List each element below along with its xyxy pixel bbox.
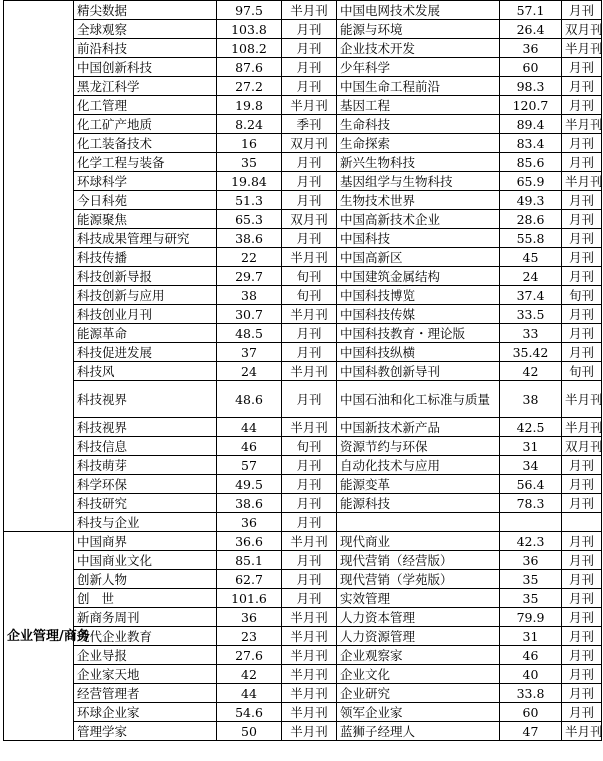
frequency-cell: 季刊 — [282, 115, 337, 134]
price-cell: 16 — [217, 134, 282, 153]
price-cell: 44 — [217, 684, 282, 703]
price-cell: 42 — [500, 362, 562, 381]
price-cell: 49.3 — [500, 191, 562, 210]
frequency-cell: 月刊 — [562, 589, 602, 608]
price-cell: 55.8 — [500, 229, 562, 248]
price-cell: 35.42 — [500, 343, 562, 362]
price-cell: 24 — [217, 362, 282, 381]
frequency-cell: 月刊 — [562, 267, 602, 286]
frequency-cell: 月刊 — [282, 513, 337, 532]
table-row — [4, 77, 602, 96]
journal-name-cell: 科技视界 — [74, 418, 217, 437]
price-cell: 8.24 — [217, 115, 282, 134]
price-cell: 19.8 — [217, 96, 282, 115]
journal-name-cell: 中国建筑金属结构 — [337, 267, 500, 286]
journal-name-cell: 中国商业文化 — [74, 551, 217, 570]
journal-name-cell: 经营管理者 — [74, 684, 217, 703]
price-cell: 22 — [217, 248, 282, 267]
frequency-cell: 半月刊 — [282, 96, 337, 115]
price-cell: 36.6 — [217, 532, 282, 551]
frequency-cell: 月刊 — [282, 456, 337, 475]
journal-name-cell: 人力资源管理 — [337, 627, 500, 646]
journal-name-cell: 科技信息 — [74, 437, 217, 456]
price-cell: 101.6 — [217, 589, 282, 608]
frequency-cell: 半月刊 — [282, 646, 337, 665]
frequency-cell: 月刊 — [562, 134, 602, 153]
journal-name-cell: 能源变革 — [337, 475, 500, 494]
frequency-cell: 月刊 — [282, 77, 337, 96]
table-row — [4, 646, 602, 665]
price-cell: 48.6 — [217, 381, 282, 418]
price-cell: 38 — [500, 381, 562, 418]
frequency-cell: 半月刊 — [282, 722, 337, 741]
price-cell: 85.1 — [217, 551, 282, 570]
journal-name-cell: 企业观察家 — [337, 646, 500, 665]
price-cell: 27.6 — [217, 646, 282, 665]
price-cell: 44 — [217, 418, 282, 437]
table-row — [4, 305, 602, 324]
frequency-cell: 半月刊 — [562, 115, 602, 134]
frequency-cell: 月刊 — [282, 39, 337, 58]
price-cell: 54.6 — [217, 703, 282, 722]
frequency-cell: 半月刊 — [562, 172, 602, 191]
journal-name-cell: 全球观察 — [74, 20, 217, 39]
journal-name-cell: 科技创业月刊 — [74, 305, 217, 324]
frequency-cell: 月刊 — [282, 551, 337, 570]
frequency-cell: 双月刊 — [282, 134, 337, 153]
price-cell: 51.3 — [217, 191, 282, 210]
price-cell: 40 — [500, 665, 562, 684]
price-cell: 38.6 — [217, 229, 282, 248]
frequency-cell: 双月刊 — [282, 210, 337, 229]
price-cell: 98.3 — [500, 77, 562, 96]
price-cell: 33 — [500, 324, 562, 343]
table-row — [4, 229, 602, 248]
table-row — [4, 665, 602, 684]
table-row — [4, 343, 602, 362]
price-cell: 33.5 — [500, 305, 562, 324]
table-row — [4, 722, 602, 741]
table-row — [4, 324, 602, 343]
table-row — [4, 703, 602, 722]
price-cell: 108.2 — [217, 39, 282, 58]
frequency-cell: 月刊 — [562, 627, 602, 646]
table-row — [4, 608, 602, 627]
journal-name-cell: 生命科技 — [337, 115, 500, 134]
journal-name-cell: 科技传播 — [74, 248, 217, 267]
price-cell: 35 — [217, 153, 282, 172]
price-cell: 24 — [500, 267, 562, 286]
price-cell: 57.1 — [500, 1, 562, 20]
table-row — [4, 153, 602, 172]
frequency-cell: 月刊 — [562, 1, 602, 20]
frequency-cell: 月刊 — [562, 324, 602, 343]
frequency-cell: 月刊 — [562, 608, 602, 627]
category-cell: 企业管理/商务 — [4, 532, 74, 741]
price-cell — [500, 513, 562, 532]
price-cell: 28.6 — [500, 210, 562, 229]
frequency-cell: 半月刊 — [282, 665, 337, 684]
frequency-cell: 月刊 — [562, 248, 602, 267]
table-row — [4, 551, 602, 570]
journal-name-cell: 化工装备技术 — [74, 134, 217, 153]
price-cell: 65.3 — [217, 210, 282, 229]
journal-price-table-page — [3, 0, 601, 761]
journal-name-cell: 少年科学 — [337, 58, 500, 77]
table-row — [4, 475, 602, 494]
journal-name-cell: 科技风 — [74, 362, 217, 381]
journal-name-cell: 现代企业教育 — [74, 627, 217, 646]
frequency-cell: 月刊 — [562, 58, 602, 77]
table-row — [4, 39, 602, 58]
journal-price-table — [3, 0, 602, 741]
table-row — [4, 456, 602, 475]
price-cell: 34 — [500, 456, 562, 475]
journal-name-cell: 创新人物 — [74, 570, 217, 589]
price-cell: 103.8 — [217, 20, 282, 39]
price-cell: 50 — [217, 722, 282, 741]
price-cell: 36 — [500, 551, 562, 570]
table-row — [4, 96, 602, 115]
journal-name-cell: 企业文化 — [337, 665, 500, 684]
journal-name-cell: 中国石油和化工标准与质量 — [337, 381, 500, 418]
journal-name-cell: 科技促进发展 — [74, 343, 217, 362]
journal-name-cell: 中国科技教育・理论版 — [337, 324, 500, 343]
table-row — [4, 589, 602, 608]
table-row — [4, 115, 602, 134]
journal-name-cell: 科技视界 — [74, 381, 217, 418]
frequency-cell: 半月刊 — [282, 305, 337, 324]
frequency-cell: 半月刊 — [562, 381, 602, 418]
price-cell: 85.6 — [500, 153, 562, 172]
frequency-cell: 月刊 — [282, 229, 337, 248]
journal-name-cell: 中国高新技术企业 — [337, 210, 500, 229]
frequency-cell: 半月刊 — [282, 608, 337, 627]
journal-name-cell — [337, 513, 500, 532]
journal-name-cell: 中国科技博览 — [337, 286, 500, 305]
frequency-cell: 半月刊 — [562, 418, 602, 437]
journal-name-cell: 蓝狮子经理人 — [337, 722, 500, 741]
journal-name-cell: 科技成果管理与研究 — [74, 229, 217, 248]
journal-name-cell: 中国生命工程前沿 — [337, 77, 500, 96]
journal-name-cell: 中国新技术新产品 — [337, 418, 500, 437]
journal-name-cell: 能源革命 — [74, 324, 217, 343]
price-cell: 33.8 — [500, 684, 562, 703]
frequency-cell: 月刊 — [562, 456, 602, 475]
journal-name-cell: 科技研究 — [74, 494, 217, 513]
frequency-cell: 月刊 — [282, 475, 337, 494]
journal-name-cell: 新兴生物科技 — [337, 153, 500, 172]
journal-name-cell: 能源与环境 — [337, 20, 500, 39]
table-row — [4, 172, 602, 191]
price-cell: 46 — [217, 437, 282, 456]
journal-name-cell: 中国电网技术发展 — [337, 1, 500, 20]
frequency-cell: 月刊 — [562, 532, 602, 551]
frequency-cell: 月刊 — [562, 665, 602, 684]
price-cell: 31 — [500, 627, 562, 646]
table-row — [4, 134, 602, 153]
price-cell: 36 — [500, 39, 562, 58]
frequency-cell: 月刊 — [562, 77, 602, 96]
table-row — [4, 513, 602, 532]
journal-name-cell: 环球科学 — [74, 172, 217, 191]
journal-name-cell: 化学工程与装备 — [74, 153, 217, 172]
journal-name-cell: 实效管理 — [337, 589, 500, 608]
frequency-cell: 双月刊 — [562, 20, 602, 39]
price-cell: 97.5 — [217, 1, 282, 20]
journal-name-cell: 现代营销（经营版） — [337, 551, 500, 570]
price-cell: 35 — [500, 570, 562, 589]
journal-name-cell: 科技创新导报 — [74, 267, 217, 286]
price-cell: 36 — [217, 513, 282, 532]
frequency-cell: 半月刊 — [282, 627, 337, 646]
price-cell: 48.5 — [217, 324, 282, 343]
price-cell: 31 — [500, 437, 562, 456]
frequency-cell: 月刊 — [562, 551, 602, 570]
price-cell: 79.9 — [500, 608, 562, 627]
price-cell: 19.84 — [217, 172, 282, 191]
frequency-cell: 旬刊 — [282, 437, 337, 456]
journal-name-cell: 前沿科技 — [74, 39, 217, 58]
journal-name-cell: 新商务周刊 — [74, 608, 217, 627]
journal-name-cell: 中国科技 — [337, 229, 500, 248]
price-cell: 65.9 — [500, 172, 562, 191]
frequency-cell: 半月刊 — [282, 684, 337, 703]
frequency-cell: 月刊 — [282, 324, 337, 343]
price-cell: 29.7 — [217, 267, 282, 286]
frequency-cell: 半月刊 — [562, 39, 602, 58]
table-row — [4, 494, 602, 513]
frequency-cell: 旬刊 — [562, 362, 602, 381]
table-row — [4, 286, 602, 305]
journal-name-cell: 黑龙江科学 — [74, 77, 217, 96]
price-cell: 89.4 — [500, 115, 562, 134]
journal-name-cell: 化工矿产地质 — [74, 115, 217, 134]
journal-name-cell: 资源节约与环保 — [337, 437, 500, 456]
journal-name-cell: 生命探索 — [337, 134, 500, 153]
price-cell: 42.5 — [500, 418, 562, 437]
journal-name-cell: 今日科苑 — [74, 191, 217, 210]
frequency-cell: 半月刊 — [282, 703, 337, 722]
price-cell: 87.6 — [217, 58, 282, 77]
price-cell: 38.6 — [217, 494, 282, 513]
price-cell: 45 — [500, 248, 562, 267]
journal-name-cell: 创世 — [74, 589, 217, 608]
journal-name-cell: 领军企业家 — [337, 703, 500, 722]
journal-name-cell: 中国科技纵横 — [337, 343, 500, 362]
table-row — [4, 362, 602, 381]
price-cell: 78.3 — [500, 494, 562, 513]
frequency-cell: 月刊 — [282, 589, 337, 608]
table-row — [4, 248, 602, 267]
table-row — [4, 267, 602, 286]
table-row — [4, 210, 602, 229]
journal-name-cell: 企业技术开发 — [337, 39, 500, 58]
price-cell: 60 — [500, 703, 562, 722]
table-row — [4, 1, 602, 20]
price-cell: 56.4 — [500, 475, 562, 494]
price-cell: 62.7 — [217, 570, 282, 589]
price-cell: 46 — [500, 646, 562, 665]
frequency-cell: 旬刊 — [562, 286, 602, 305]
frequency-cell: 月刊 — [562, 229, 602, 248]
price-cell: 23 — [217, 627, 282, 646]
frequency-cell: 月刊 — [562, 153, 602, 172]
price-cell: 37.4 — [500, 286, 562, 305]
frequency-cell: 半月刊 — [282, 532, 337, 551]
journal-name-cell: 中国科教创新导刊 — [337, 362, 500, 381]
journal-name-cell: 中国商界 — [74, 532, 217, 551]
frequency-cell: 月刊 — [282, 191, 337, 210]
table-row — [4, 191, 602, 210]
frequency-cell: 月刊 — [282, 570, 337, 589]
frequency-cell: 月刊 — [282, 153, 337, 172]
journal-name-cell: 中国科技传媒 — [337, 305, 500, 324]
journal-name-cell: 生物技术世界 — [337, 191, 500, 210]
table-row — [4, 532, 602, 551]
frequency-cell: 月刊 — [562, 305, 602, 324]
price-cell: 47 — [500, 722, 562, 741]
frequency-cell — [562, 513, 602, 532]
price-cell: 83.4 — [500, 134, 562, 153]
journal-name-cell: 基因工程 — [337, 96, 500, 115]
journal-name-cell: 企业导报 — [74, 646, 217, 665]
price-cell: 42 — [217, 665, 282, 684]
journal-name-cell: 科技创新与应用 — [74, 286, 217, 305]
frequency-cell: 半月刊 — [562, 722, 602, 741]
price-cell: 35 — [500, 589, 562, 608]
frequency-cell: 月刊 — [562, 475, 602, 494]
journal-name-cell: 人力资本管理 — [337, 608, 500, 627]
journal-name-cell: 企业家天地 — [74, 665, 217, 684]
price-cell: 30.7 — [217, 305, 282, 324]
price-cell: 42.3 — [500, 532, 562, 551]
table-row — [4, 381, 602, 418]
journal-name-cell: 中国创新科技 — [74, 58, 217, 77]
journal-name-cell: 现代商业 — [337, 532, 500, 551]
table-row — [4, 437, 602, 456]
category-cell — [4, 1, 74, 532]
table-row — [4, 418, 602, 437]
frequency-cell: 月刊 — [562, 191, 602, 210]
frequency-cell: 月刊 — [562, 646, 602, 665]
journal-name-cell: 企业研究 — [337, 684, 500, 703]
frequency-cell: 月刊 — [282, 381, 337, 418]
frequency-cell: 半月刊 — [282, 1, 337, 20]
price-cell: 27.2 — [217, 77, 282, 96]
frequency-cell: 半月刊 — [282, 362, 337, 381]
journal-name-cell: 科技萌芽 — [74, 456, 217, 475]
frequency-cell: 月刊 — [562, 570, 602, 589]
table-row — [4, 627, 602, 646]
price-cell: 26.4 — [500, 20, 562, 39]
frequency-cell: 月刊 — [282, 172, 337, 191]
price-cell: 49.5 — [217, 475, 282, 494]
journal-name-cell: 化工管理 — [74, 96, 217, 115]
frequency-cell: 月刊 — [562, 96, 602, 115]
table-row — [4, 570, 602, 589]
price-cell: 36 — [217, 608, 282, 627]
frequency-cell: 月刊 — [282, 20, 337, 39]
price-cell: 120.7 — [500, 96, 562, 115]
table-row — [4, 20, 602, 39]
price-cell: 37 — [217, 343, 282, 362]
frequency-cell: 月刊 — [562, 494, 602, 513]
frequency-cell: 月刊 — [282, 343, 337, 362]
journal-name-cell: 管理学家 — [74, 722, 217, 741]
frequency-cell: 旬刊 — [282, 286, 337, 305]
table-row — [4, 684, 602, 703]
frequency-cell: 月刊 — [282, 494, 337, 513]
frequency-cell: 月刊 — [562, 343, 602, 362]
journal-name-cell: 现代营销（学苑版） — [337, 570, 500, 589]
frequency-cell: 月刊 — [562, 684, 602, 703]
frequency-cell: 月刊 — [282, 58, 337, 77]
frequency-cell: 旬刊 — [282, 267, 337, 286]
price-cell: 38 — [217, 286, 282, 305]
journal-name-cell: 自动化技术与应用 — [337, 456, 500, 475]
journal-name-cell: 中国高新区 — [337, 248, 500, 267]
frequency-cell: 月刊 — [562, 703, 602, 722]
journal-name-cell: 基因组学与生物科技 — [337, 172, 500, 191]
price-cell: 57 — [217, 456, 282, 475]
price-cell: 60 — [500, 58, 562, 77]
frequency-cell: 半月刊 — [282, 418, 337, 437]
frequency-cell: 半月刊 — [282, 248, 337, 267]
journal-name-cell: 能源科技 — [337, 494, 500, 513]
journal-name-cell: 精尖数据 — [74, 1, 217, 20]
table-row — [4, 58, 602, 77]
frequency-cell: 月刊 — [562, 210, 602, 229]
journal-name-cell: 科技与企业 — [74, 513, 217, 532]
journal-name-cell: 能源聚焦 — [74, 210, 217, 229]
journal-name-cell: 环球企业家 — [74, 703, 217, 722]
journal-name-cell: 科学环保 — [74, 475, 217, 494]
frequency-cell: 双月刊 — [562, 437, 602, 456]
